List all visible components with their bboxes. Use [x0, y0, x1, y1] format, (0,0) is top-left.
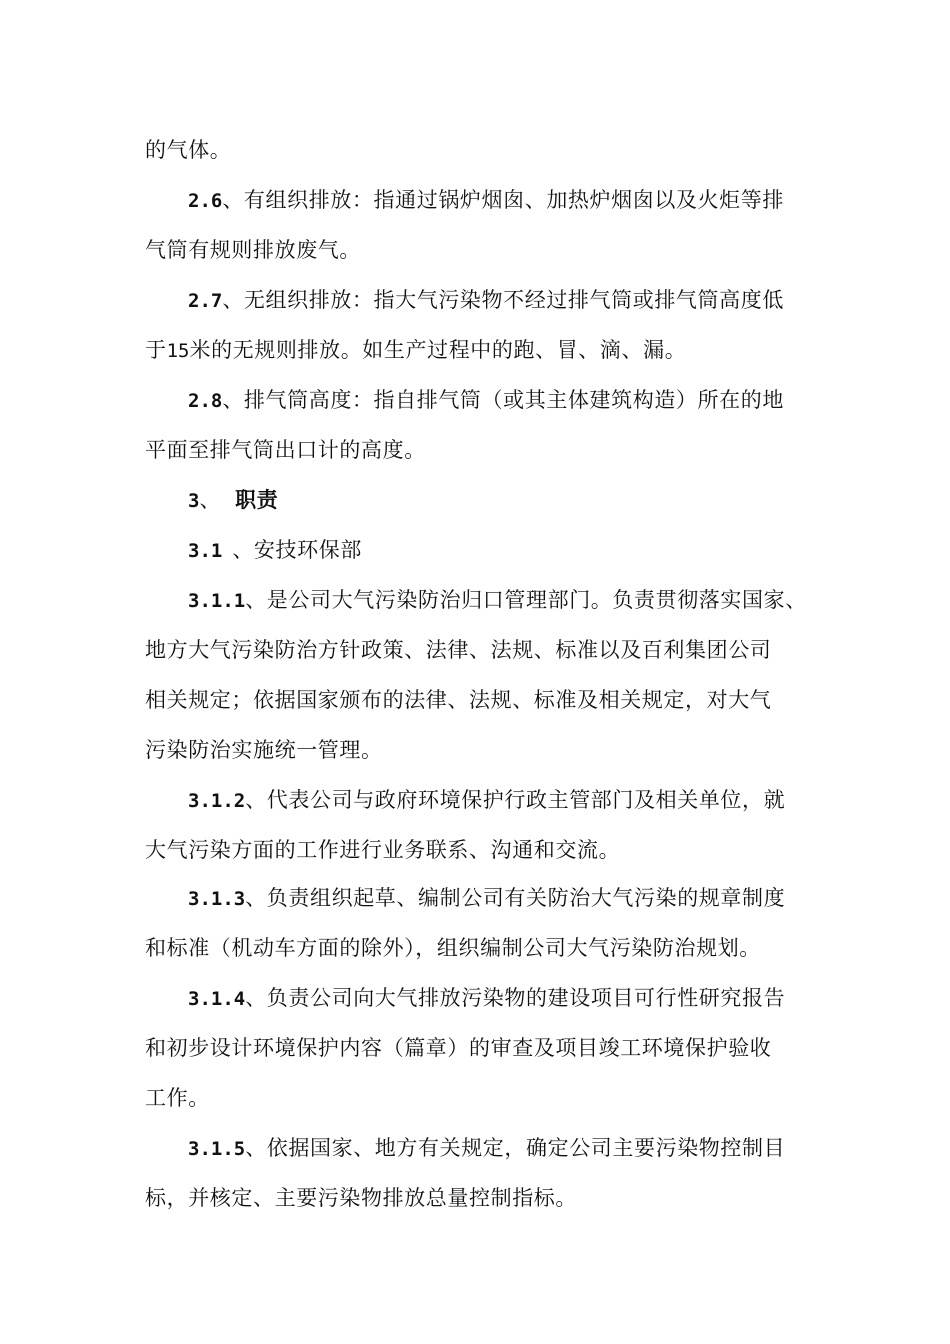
- clause-number: 2.8: [188, 390, 223, 412]
- paragraph-3-1-2-line-2: [145, 835, 620, 865]
- paragraph-3-1-4-line-2: [145, 1033, 771, 1063]
- paragraph-3-1-1-line-4: [145, 735, 383, 765]
- text: 气筒有规则排放废气。: [145, 238, 361, 262]
- paragraph-3-1-5-line-2: [145, 1183, 577, 1213]
- paragraph-2-5-tail: [145, 135, 231, 165]
- text: 于: [145, 338, 167, 362]
- section-3-1-heading: [188, 535, 362, 565]
- text: 、排气筒高度：指自排气筒（或其主体建筑构造）所在的地: [222, 388, 784, 412]
- paragraph-2-8-line-1: [188, 385, 784, 415]
- paragraph-3-1-3-line-1: [188, 883, 785, 913]
- section-title: 、安技环保部: [232, 538, 362, 562]
- paragraph-2-6-line-1: [188, 185, 784, 215]
- text: 相关规定；依据国家颁布的法律、法规、标准及相关规定，对大气: [145, 688, 772, 712]
- paragraph-3-1-4-line-3: [145, 1083, 210, 1113]
- section-separator: 、: [199, 488, 222, 512]
- paragraph-3-1-4-line-1: [188, 983, 785, 1013]
- text: 平面至排气筒出口计的高度。: [145, 438, 426, 462]
- paragraph-3-1-1-line-3: [145, 685, 771, 715]
- clause-number: 2.7: [188, 290, 223, 312]
- paragraph-2-7-line-1: [188, 285, 784, 315]
- clause-number: 2.6: [188, 190, 223, 212]
- paragraph-2-6-line-2: [145, 235, 361, 265]
- text: 污染防治实施统一管理。: [145, 738, 383, 762]
- text: 、负责公司向大气排放污染物的建设项目可行性研究报告: [245, 986, 786, 1010]
- paragraph-3-1-3-line-2: [145, 933, 761, 963]
- text: 地方大气污染防治方针政策、法律、法规、标准以及百利集团公司: [145, 638, 772, 662]
- text: 、负责组织起草、编制公司有关防治大气污染的规章制度: [245, 886, 786, 910]
- clause-number: 3.1.4: [188, 988, 246, 1010]
- section-title: 职责: [235, 487, 279, 512]
- height-value: 15: [166, 340, 190, 362]
- text: 、依据国家、地方有关规定，确定公司主要污染物控制目: [245, 1136, 786, 1160]
- text: 、有组织排放：指通过锅炉烟囱、加热炉烟囱以及火炬等排: [222, 188, 784, 212]
- section-number: 3: [188, 490, 200, 512]
- text: 、无组织排放：指大气污染物不经过排气筒或排气筒高度低: [222, 288, 784, 312]
- text: 、是公司大气污染防治归口管理部门。负责贯彻落实国家、: [245, 588, 807, 612]
- clause-number: 3.1.1: [188, 590, 246, 612]
- text: 工作。: [145, 1086, 210, 1110]
- paragraph-2-8-line-2: [145, 435, 426, 465]
- paragraph-3-1-1-line-1: [188, 585, 807, 615]
- paragraph-3-1-5-line-1: [188, 1133, 785, 1163]
- clause-number: 3.1.2: [188, 790, 246, 812]
- text: 的气体。: [145, 138, 232, 162]
- text: 标，并核定、主要污染物排放总量控制指标。: [145, 1186, 577, 1210]
- section-3-heading: [188, 485, 278, 515]
- section-number: 3.1: [188, 540, 223, 562]
- clause-number: 3.1.3: [188, 888, 246, 910]
- text: 和初步设计环境保护内容（篇章）的审查及项目竣工环境保护验收: [145, 1036, 772, 1060]
- text: 和标准（机动车方面的除外），组织编制公司大气污染防治规划。: [145, 936, 761, 960]
- paragraph-3-1-1-line-2: [145, 635, 771, 665]
- text: 大气污染方面的工作进行业务联系、沟通和交流。: [145, 838, 621, 862]
- paragraph-3-1-2-line-1: [188, 785, 785, 815]
- clause-number: 3.1.5: [188, 1138, 246, 1160]
- text: 、代表公司与政府环境保护行政主管部门及相关单位，就: [245, 788, 786, 812]
- paragraph-2-7-line-2: [145, 335, 686, 365]
- text: 米的无规则排放。如生产过程中的跑、冒、滴、漏。: [189, 338, 687, 362]
